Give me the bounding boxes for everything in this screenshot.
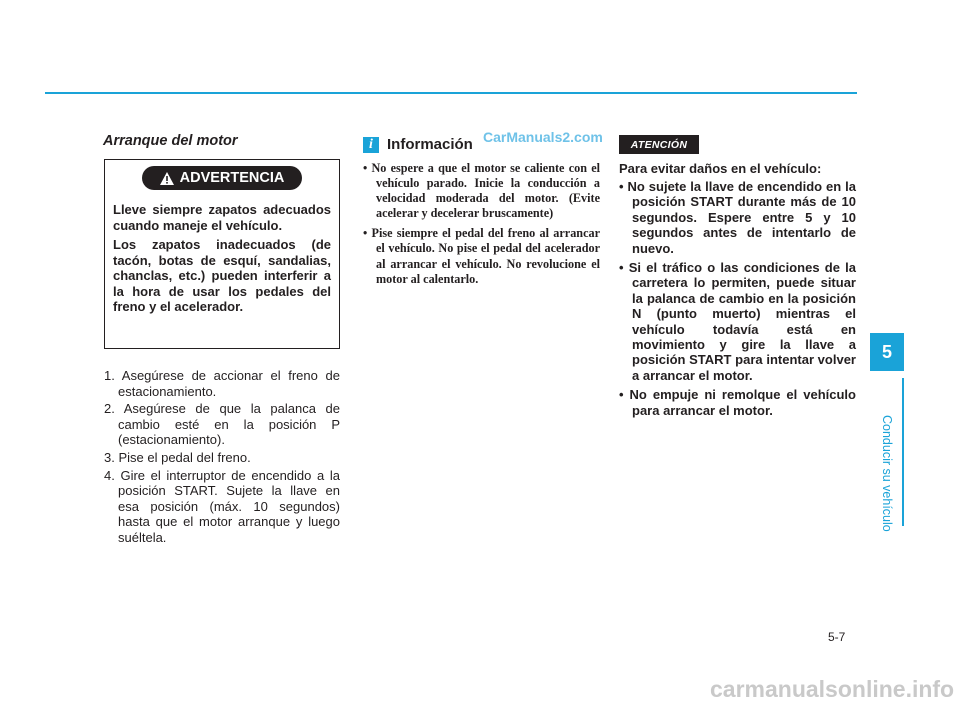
warning-triangle-icon	[160, 172, 174, 185]
step-item: 2. Asegúrese de que la palanca de cambio esté en la posición P (estacionamiento).	[104, 401, 340, 448]
warning-title: ADVERTENCIA	[179, 170, 285, 186]
caution-item: • Si el tráfico o las condiciones de la carretera lo permiten, puede situar la palanca de cambio en la posición N (punto muerto) mientras el vehículo todavía está en movimiento y gire la llave a posición START para intentar volver a arrancar el motor.	[619, 260, 856, 383]
caution-list	[619, 179, 856, 422]
info-icon: i	[363, 137, 379, 153]
top-rule	[45, 92, 857, 94]
section-title: Arranque del motor	[103, 133, 238, 149]
chapter-label: Conducir su vehículo	[880, 415, 894, 532]
warning-paragraph: Lleve siempre zapatos adecuados cuando maneje el vehículo.	[113, 202, 331, 233]
page-number: 5-7	[828, 630, 846, 644]
step-item: 3. Pise el pedal del freno.	[104, 449, 251, 465]
info-item: • Pise siempre el pedal del freno al arrancar el vehículo. No pise el pedal del acelerador al arrancar el vehículo. No revolucione el motor al calentarlo.	[363, 226, 600, 286]
warning-body	[113, 202, 331, 319]
footer-watermark: carmanualsonline.info	[710, 676, 955, 702]
warning-paragraph: Los zapatos inadecuados (de tacón, botas de esquí, sandalias, chanclas, etc.) pueden interferir a la hora de usar los pedales del freno y el acelerador.	[113, 237, 331, 314]
caution-badge: ATENCIÓN	[619, 135, 699, 154]
step-item: 1. Asegúrese de accionar el freno de estacionamiento.	[104, 368, 340, 399]
caution-item: • No sujete la llave de encendido en la posición START durante más de 10 segundos. Espere entre 5 y 10 segundos antes de intentarlo de nuevo.	[619, 179, 856, 256]
steps-list	[104, 368, 340, 548]
warning-box	[104, 159, 340, 349]
caution-item: • No empuje ni remolque el vehículo para arrancar el motor.	[619, 387, 856, 418]
chapter-tab: 5	[870, 333, 904, 371]
caution-intro: Para evitar daños en el vehículo:	[619, 161, 822, 176]
info-item: • No espere a que el motor se caliente con el vehículo parado. Inicie la conducción a velocidad moderada del motor. (Evite acelerar y decelerar bruscamente)	[363, 161, 600, 221]
warning-pill	[142, 166, 302, 190]
info-list	[363, 161, 600, 292]
watermark-top: CarManuals2.com	[483, 129, 603, 145]
warning-header	[105, 160, 339, 196]
info-header	[363, 136, 473, 153]
step-item: 4. Gire el interruptor de encendido a la posición START. Sujete la llave en esa posición (máx. 10 segundos) hasta que el motor arranque y luego suéltela.	[104, 467, 340, 545]
chapter-bar	[902, 378, 904, 526]
info-title: Información	[387, 136, 473, 153]
